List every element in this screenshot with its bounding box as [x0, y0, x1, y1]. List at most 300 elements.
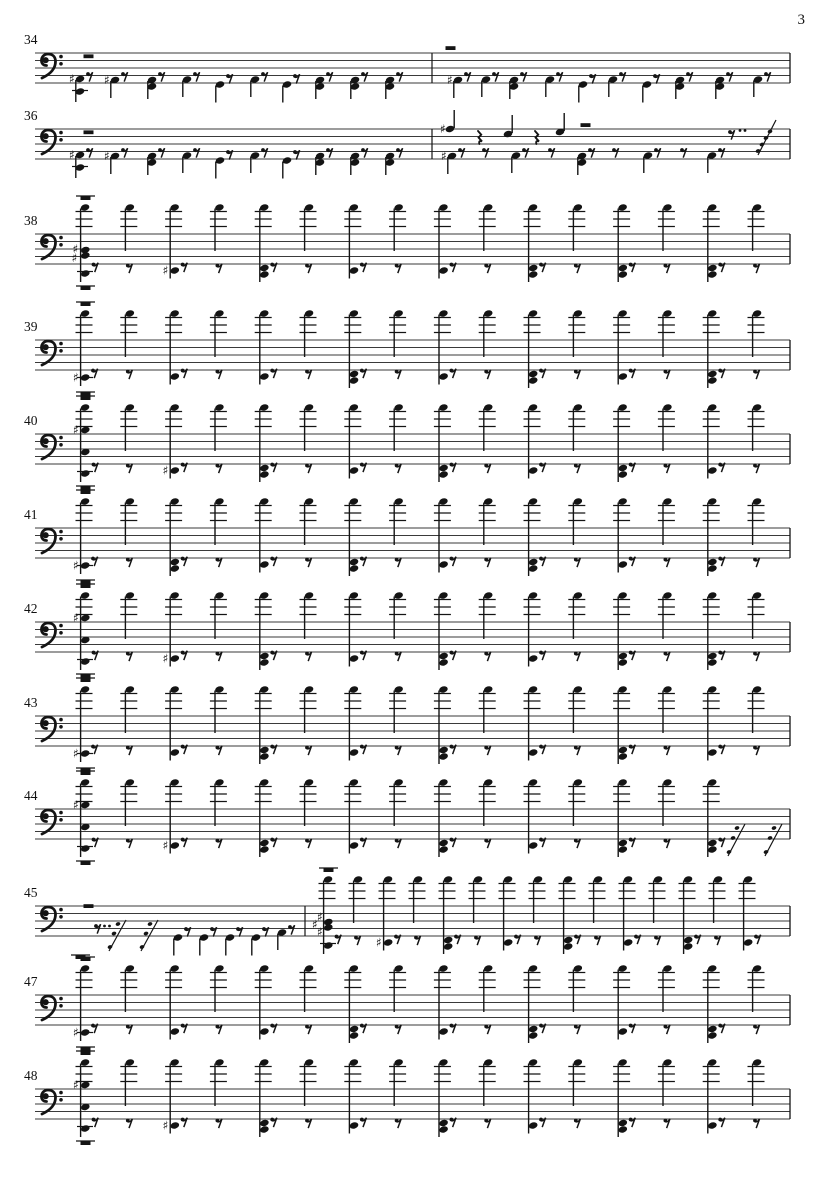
high-notehead	[169, 778, 179, 787]
eighth-rest-icon	[629, 1118, 636, 1128]
notehead	[349, 564, 359, 573]
notehead	[528, 466, 538, 475]
bass-clef-icon	[42, 54, 63, 78]
eighth-rest-icon	[753, 1119, 760, 1129]
note-column	[613, 203, 635, 282]
high-notehead	[752, 591, 762, 600]
note-column	[613, 1058, 635, 1137]
high-notehead	[707, 497, 717, 506]
notehead	[528, 1031, 538, 1040]
notehead	[438, 372, 448, 381]
clef-dot	[59, 915, 63, 919]
note-column	[577, 148, 595, 175]
note-column	[658, 203, 675, 273]
eighth-rest-icon	[450, 745, 457, 755]
high-notehead	[438, 778, 448, 787]
high-notehead	[528, 497, 538, 506]
melody-note	[503, 115, 513, 138]
grace-notehead	[111, 931, 117, 936]
eighth-rest-icon	[718, 651, 725, 661]
high-notehead	[438, 403, 448, 412]
sharp-accidental: ♯	[73, 746, 79, 761]
eighth-rest-icon	[629, 263, 636, 273]
note-column	[658, 591, 675, 661]
eighth-rest-icon	[396, 148, 403, 158]
high-notehead	[125, 778, 135, 787]
notehead	[80, 469, 90, 478]
high-notehead	[169, 497, 179, 506]
note-column	[120, 685, 137, 755]
note-column	[120, 497, 137, 567]
eighth-rest-icon	[539, 463, 546, 473]
notehead	[707, 558, 717, 567]
high-notehead	[483, 685, 493, 694]
note-column	[344, 778, 366, 853]
notehead	[438, 266, 448, 275]
sharp-accidental: ♯	[73, 611, 79, 625]
notehead	[80, 251, 90, 260]
high-notehead	[573, 203, 583, 212]
grace-notehead	[115, 922, 121, 927]
high-notehead	[483, 309, 493, 318]
notehead	[618, 658, 628, 667]
augmentation-dot	[739, 129, 742, 132]
system-m47	[24, 957, 790, 1051]
note-column	[613, 685, 635, 764]
notehead	[707, 1121, 717, 1130]
eighth-rest-icon	[574, 1119, 581, 1129]
note-column	[344, 1058, 366, 1133]
eighth-rest-icon	[484, 558, 490, 568]
note-column	[255, 1058, 277, 1137]
high-notehead	[563, 875, 573, 884]
eighth-rest-icon	[450, 1118, 457, 1128]
notehead	[259, 270, 269, 279]
note-column	[658, 497, 675, 567]
note-column	[215, 74, 233, 102]
high-notehead	[353, 875, 363, 884]
high-notehead	[393, 1058, 403, 1067]
eighth-rest-icon	[395, 264, 402, 274]
notehead	[259, 372, 269, 381]
whole-rest-icon	[76, 678, 95, 682]
notehead	[528, 370, 538, 379]
notehead	[80, 844, 90, 853]
notehead	[349, 1025, 359, 1034]
eighth-rest-icon	[534, 936, 541, 946]
sharp-accidental: ♯	[69, 148, 75, 162]
high-notehead	[304, 778, 314, 787]
eighth-rest-icon	[634, 935, 641, 945]
whole-rest-icon	[76, 286, 95, 290]
clef-dot	[59, 436, 63, 440]
rest-block	[81, 286, 91, 290]
note-column	[282, 74, 300, 102]
high-notehead	[304, 403, 314, 412]
high-notehead	[169, 1058, 179, 1067]
eighth-rest-icon	[450, 557, 457, 567]
high-notehead	[662, 591, 672, 600]
high-notehead	[383, 875, 393, 884]
eighth-rest-icon	[293, 74, 300, 84]
whole-rest-icon	[581, 123, 591, 127]
high-notehead	[259, 964, 269, 973]
grace-notehead	[734, 826, 740, 831]
high-notehead	[713, 875, 723, 884]
high-notehead	[662, 1058, 672, 1067]
notehead	[563, 942, 573, 951]
high-notehead	[304, 591, 314, 600]
note-column	[255, 778, 277, 857]
high-notehead	[528, 403, 538, 412]
eighth-rest-icon	[360, 557, 367, 567]
note-column	[350, 148, 368, 175]
bass-clef-icon	[42, 529, 63, 553]
note-column	[300, 403, 317, 473]
notehead	[618, 470, 628, 479]
eighth-rest-icon	[181, 745, 187, 755]
note-column	[210, 591, 227, 661]
measure-number: 42	[24, 601, 38, 616]
notehead	[618, 560, 628, 569]
note-column	[300, 778, 317, 848]
note-column	[568, 403, 585, 473]
eighth-rest-icon	[326, 72, 333, 82]
note-column	[434, 203, 456, 278]
eighth-rest-icon	[361, 72, 368, 82]
note-column	[163, 778, 188, 853]
clef-dot	[59, 811, 63, 815]
eighth-rest-icon	[293, 150, 300, 160]
high-notehead	[528, 685, 538, 694]
sharp-accidental: ♯	[440, 122, 446, 136]
eighth-rest-icon	[450, 838, 457, 848]
note-column	[524, 964, 546, 1043]
high-notehead	[304, 964, 314, 973]
high-notehead	[438, 309, 448, 318]
bass-clef-icon	[42, 1090, 63, 1114]
eighth-rest-icon	[395, 746, 402, 756]
note-column	[675, 72, 693, 99]
note-column	[344, 685, 366, 760]
eighth-rest-icon	[574, 1025, 581, 1035]
eighth-rest-icon	[664, 1025, 671, 1035]
eighth-rest-icon	[539, 369, 546, 379]
note-column	[524, 778, 546, 853]
high-notehead	[349, 685, 359, 694]
notehead	[438, 746, 448, 755]
eighth-rest-icon	[126, 1119, 132, 1129]
high-notehead	[80, 203, 90, 212]
notehead	[707, 264, 717, 273]
eighth-rest-icon	[361, 148, 368, 158]
notehead	[683, 942, 693, 951]
clef-dot	[59, 138, 63, 142]
eighth-rest-icon	[753, 464, 760, 474]
eighth-rest-icon	[335, 935, 342, 945]
eighth-rest-icon	[718, 263, 725, 273]
high-notehead	[483, 591, 493, 600]
eighth-rest-icon	[539, 557, 546, 567]
eighth-rest-icon	[522, 148, 529, 158]
note-column	[73, 396, 98, 490]
high-notehead	[169, 309, 179, 318]
eighth-rest-icon	[193, 72, 200, 82]
eighth-rest-icon	[629, 838, 636, 848]
note-column	[434, 309, 456, 384]
notehead	[707, 270, 717, 279]
eighth-rest-icon	[305, 264, 312, 274]
whole-rest-icon	[76, 861, 95, 865]
eighth-rest-icon	[450, 263, 457, 273]
eighth-rest-icon	[454, 935, 461, 945]
eighth-rest-icon	[664, 264, 671, 274]
note-column	[315, 148, 333, 175]
note-column	[703, 403, 725, 478]
eighth-rest-icon	[181, 651, 187, 661]
high-notehead	[438, 203, 448, 212]
notehead	[438, 1125, 448, 1134]
eighth-rest-icon	[92, 263, 99, 273]
whole-rest-icon	[84, 54, 94, 58]
note-column	[613, 309, 635, 384]
eighth-rest-icon	[193, 148, 200, 158]
eighth-rest-icon	[539, 1024, 546, 1034]
note-column	[389, 591, 406, 661]
eighth-rest-icon	[270, 745, 276, 755]
high-notehead	[683, 875, 693, 884]
note-column	[344, 591, 366, 666]
rest-block	[81, 771, 91, 775]
note-column	[524, 403, 546, 478]
whole-rest-icon	[76, 771, 95, 775]
eighth-rest-icon	[395, 652, 402, 662]
grace-run	[763, 824, 782, 856]
high-notehead	[438, 685, 448, 694]
clef-dot	[59, 1091, 63, 1095]
bass-clef-icon	[42, 623, 63, 647]
note-column	[479, 964, 496, 1034]
measure-number: 41	[24, 507, 38, 522]
note-column	[548, 148, 555, 158]
eighth-rest-icon	[574, 935, 581, 945]
note-column	[509, 72, 527, 99]
notehead	[259, 1119, 269, 1128]
note-column	[163, 203, 188, 278]
notehead	[438, 1027, 448, 1036]
sharp-accidental: ♯	[317, 925, 323, 939]
grace-notehead	[143, 931, 149, 936]
eighth-rest-icon	[753, 746, 760, 756]
note-column	[748, 309, 765, 379]
note-column	[344, 203, 366, 278]
eighth-rest-icon	[629, 557, 636, 567]
eighth-rest-icon	[664, 1119, 671, 1129]
whole-rest-icon	[84, 904, 94, 908]
bass-clef-icon	[42, 717, 63, 741]
note-column	[434, 497, 456, 572]
high-notehead	[393, 497, 403, 506]
notehead	[349, 558, 359, 567]
high-notehead	[393, 403, 403, 412]
note-column	[434, 964, 456, 1039]
note-column	[658, 403, 675, 473]
eighth-rest-icon	[158, 72, 165, 82]
notehead	[438, 658, 448, 667]
notehead	[707, 748, 717, 757]
eighth-rest-icon	[520, 72, 527, 82]
high-notehead	[438, 497, 448, 506]
system-m41	[24, 490, 790, 584]
notehead	[683, 936, 693, 945]
clef-blob	[43, 344, 49, 350]
end-run	[728, 120, 776, 155]
high-notehead	[707, 591, 717, 600]
eighth-rest-icon	[464, 72, 471, 82]
eighth-rest-icon	[539, 651, 546, 661]
eighth-rest-icon	[86, 72, 93, 82]
eighth-rest-icon	[574, 558, 581, 568]
note-column	[210, 309, 227, 379]
clef-dot	[59, 631, 63, 635]
eighth-rest-icon	[539, 263, 546, 273]
notehead	[80, 749, 90, 758]
eighth-rest-icon	[680, 148, 687, 158]
eighth-rest-icon	[753, 370, 760, 380]
eighth-rest-icon	[270, 838, 276, 848]
bass-clef-icon	[42, 341, 63, 365]
grace-notehead	[147, 922, 153, 927]
eighth-rest-icon	[450, 651, 457, 661]
clef-curve	[42, 810, 56, 834]
notehead	[170, 654, 180, 663]
note-column	[482, 148, 489, 158]
eighth-rest-icon	[753, 652, 760, 662]
note-column	[210, 685, 227, 755]
note-column	[479, 685, 496, 755]
high-notehead	[617, 309, 627, 318]
notehead	[563, 936, 573, 945]
notehead	[528, 264, 538, 273]
high-notehead	[743, 875, 753, 884]
melody-note	[440, 110, 455, 136]
notehead	[80, 657, 90, 666]
note-column	[163, 1058, 188, 1133]
whole-rest-icon	[76, 396, 95, 400]
note-column	[703, 591, 725, 670]
sharp-accidental: ♯	[162, 1118, 169, 1133]
clef-dot	[59, 537, 63, 541]
high-notehead	[349, 778, 359, 787]
sharp-accidental: ♯	[376, 935, 382, 950]
notehead	[618, 372, 628, 381]
high-notehead	[573, 1058, 583, 1067]
note-column	[679, 875, 701, 954]
measure-number: 36	[24, 108, 38, 123]
high-notehead	[573, 685, 583, 694]
eighth-rest-icon	[126, 558, 132, 568]
eighth-rest-icon	[718, 838, 725, 848]
high-notehead	[125, 964, 135, 973]
page-number: 3	[797, 12, 805, 28]
note-column	[524, 203, 546, 282]
notehead	[170, 466, 180, 475]
clef-dot	[59, 1004, 63, 1008]
note-column	[524, 1058, 546, 1133]
high-notehead	[169, 964, 179, 973]
high-notehead	[323, 875, 333, 884]
high-notehead	[349, 203, 359, 212]
notehead	[349, 1031, 359, 1040]
note-column	[389, 403, 406, 473]
eighth-rest-icon	[395, 1025, 402, 1035]
high-notehead	[707, 685, 717, 694]
note-column	[658, 685, 675, 755]
eighth-rest-icon	[484, 464, 490, 474]
high-notehead	[125, 403, 135, 412]
eighth-rest-icon	[305, 1119, 312, 1129]
high-notehead	[80, 685, 90, 694]
note-column	[703, 964, 725, 1043]
clef-blob	[43, 999, 49, 1005]
eighth-rest-icon	[270, 651, 276, 661]
note-column	[300, 203, 317, 273]
system-m36	[24, 108, 790, 179]
clef-dot	[59, 624, 63, 628]
measure-number: 45	[24, 885, 38, 900]
measure-number: 48	[24, 1068, 38, 1083]
eighth-rest-icon	[226, 74, 233, 84]
notehead	[707, 370, 717, 379]
eighth-rest-icon	[574, 839, 581, 849]
eighth-rest-icon	[414, 936, 421, 946]
sharp-accidental: ♯	[104, 149, 110, 163]
note-column	[165, 685, 187, 760]
eighth-rest-icon	[270, 263, 276, 273]
high-notehead	[752, 309, 762, 318]
high-notehead	[214, 309, 224, 318]
notehead	[618, 270, 628, 279]
note-column	[165, 309, 187, 384]
note-column	[344, 309, 366, 388]
high-notehead	[169, 203, 179, 212]
note-column	[385, 72, 403, 99]
eighth-rest-icon	[484, 746, 490, 756]
note-column	[680, 148, 687, 158]
high-notehead	[259, 778, 269, 787]
augmentation-dot	[744, 129, 747, 132]
clef-curve	[42, 54, 56, 78]
note-column	[210, 203, 227, 273]
notehead	[259, 752, 269, 761]
eighth-rest-icon	[270, 1024, 276, 1034]
notehead	[707, 652, 717, 661]
notehead	[323, 941, 333, 950]
notehead	[349, 748, 359, 757]
high-notehead	[80, 1058, 90, 1067]
eighth-rest-icon	[216, 464, 223, 474]
sharp-accidental: ♯	[73, 370, 79, 385]
note-column	[120, 203, 137, 273]
high-notehead	[573, 497, 583, 506]
eighth-rest-icon	[728, 130, 735, 140]
eighth-rest-icon	[664, 464, 671, 474]
rest-block	[446, 46, 456, 50]
eighth-rest-icon	[664, 652, 671, 662]
eighth-rest-icon	[484, 652, 490, 662]
eighth-rest-icon	[718, 463, 725, 473]
eighth-rest-icon	[305, 370, 312, 380]
